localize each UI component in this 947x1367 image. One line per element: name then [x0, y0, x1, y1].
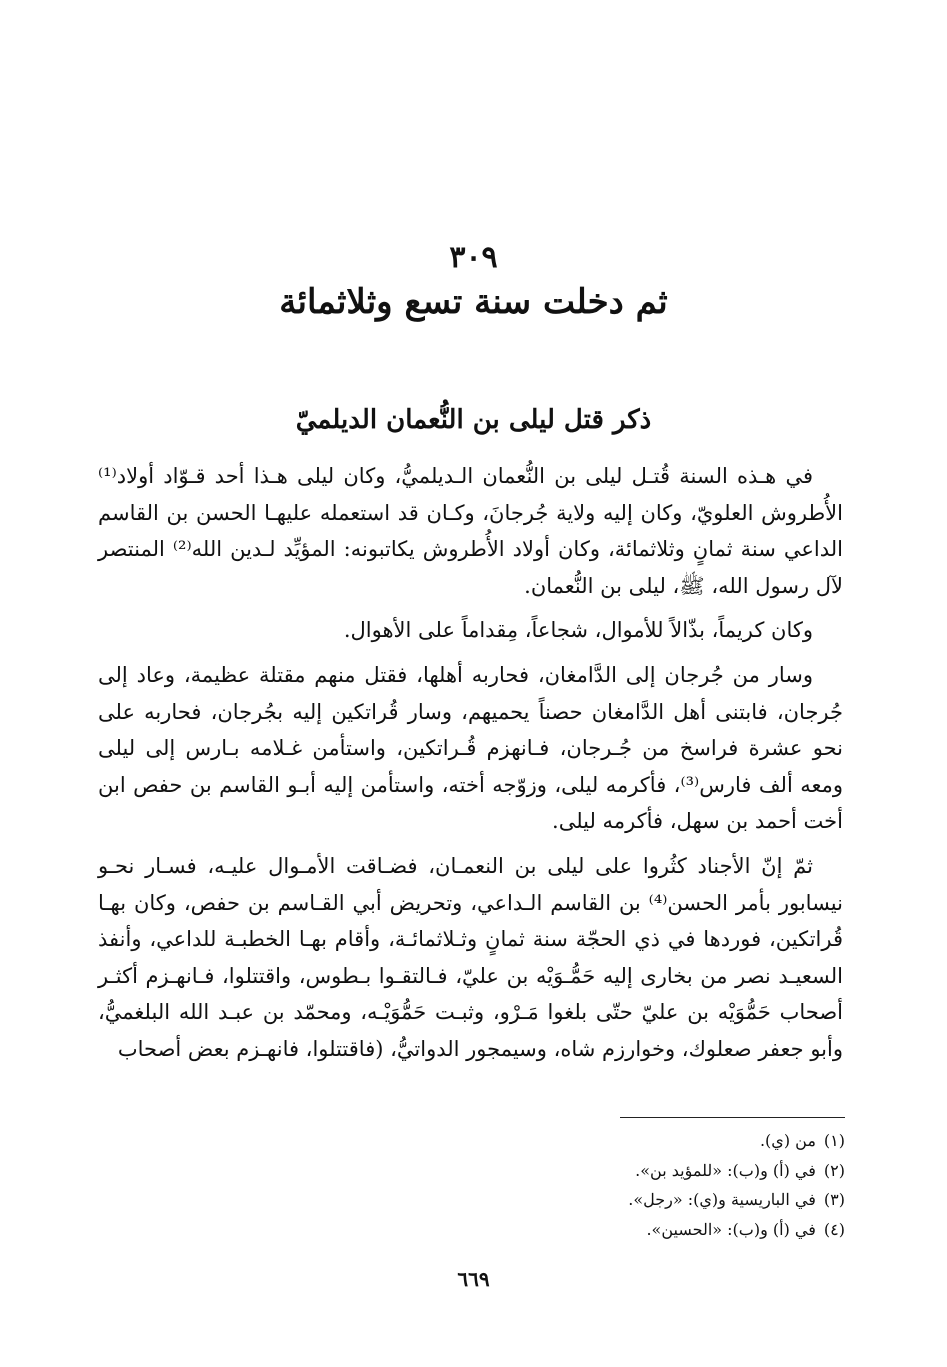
footnote-number: (١)	[823, 1131, 845, 1150]
footnote-text: في الباريسية و(ي): «رجل».	[628, 1190, 816, 1209]
footnote-text: من (ي).	[759, 1131, 816, 1150]
paragraph-2: وكان كريماً، بذّالاً للأموال، شجاعاً، مِقداماً على الأهوال.	[343, 618, 813, 643]
footnote-divider	[620, 1117, 845, 1118]
page-number: ٦٦٩	[457, 1267, 490, 1291]
footnote-number: (٤)	[823, 1219, 845, 1239]
footnote-number: (٢)	[823, 1160, 845, 1180]
section-heading: ذكر قتل ليلى بن النُّعمان الديلميّ	[295, 405, 652, 435]
footnote-number: (٣)	[823, 1190, 845, 1209]
chapter-title: ثم دخلت سنة تسع وثلاثمائة	[279, 282, 668, 322]
footnote-text: في (أ) و(ب): «الحسين».	[646, 1219, 816, 1239]
paragraph-1: في هـذه السنة قُتـل ليلى بن النُّعمان الـديلميُّ، وكان ليلى هـذا أحد قـوّاد أولاد⁽¹⁾ الأُطروش العلويّ، وكان إليه ولاية جُرجانَ، وكـان قد استعمله عليهـا الحسن بن القاسم الداعي سنة ثمانٍ وثلاثمائة، وكان أولاد الأُطروش يكاتبونه: المؤيِّد لـدين الله⁽²⁾ المنتصر لآل رسول الله، ﷺ، ليلى بن النُّعمان.	[98, 464, 843, 598]
paragraph-4: ثمّ إنّ الأجناد كثُروا على ليلى بن النعمـان، فضـاقت الأمـوال عليـه، فسـار نحـو نيسابور بأمر الحسن⁽⁴⁾ بن القاسم الـداعي، وتحريض أبي القـاسم بن حفص، وكان بهـا قُراتكين، فوردها في ذي الحجّة سنة ثمانٍ وثـلاثمائـة، وأقام بهـا الخطبـة للداعي، وأنفذ السعيـد نصر من بخارى إليه حَمُّـوَيْه بن عليّ، فـالتقـوا بـطوس، واقتتلوا، فـانهـزم أكثـر أصحاب حَمُّوَيْه بن عليّ حتّى بلغوا مَـرْو، وثبـت حَمُّوَيْـه، ومحمّد بن عبـد الله البلغميُّ، وأبو جعفر صعلوك، وخوارزم شاه، وسيمجور الدواتيُّ، (فاقتتلوا، فانهـزم بعض أصحاب	[98, 853, 843, 1061]
footnote-text: في (أ) و(ب): «للمؤيد بن».	[635, 1160, 816, 1180]
body-text	[98, 458, 843, 1076]
footnote-3	[300, 1185, 845, 1215]
chapter-number: ٣٠٩	[449, 240, 498, 275]
paragraph-3: وسار من جُرجان إلى الدَّامغان، فحاربه أهلها، فقتل منهم مقتلة عظيمة، وعاد إلى جُرجان، فابتنى أهل الدَّامغان حصناً يحميهم، وسار قُراتكين إليه بجُرجان، فحاربه على نحو عشرة فراسخ من جُـرجان، فـانهزم قُـراتكين، واستأمن غـلامه بـارس إلى ليلى ومعه ألف فارس⁽³⁾، فأكرمه ليلى، وزوّجه أخته، واستأمن إليه أبـو القاسم بن حفص ابن أخت أحمد بن سهل، فأكرمه ليلى.	[98, 662, 843, 834]
footnote-2	[300, 1156, 845, 1186]
footnotes	[300, 1126, 845, 1244]
footnote-4	[300, 1215, 845, 1245]
footnote-1	[300, 1126, 845, 1156]
